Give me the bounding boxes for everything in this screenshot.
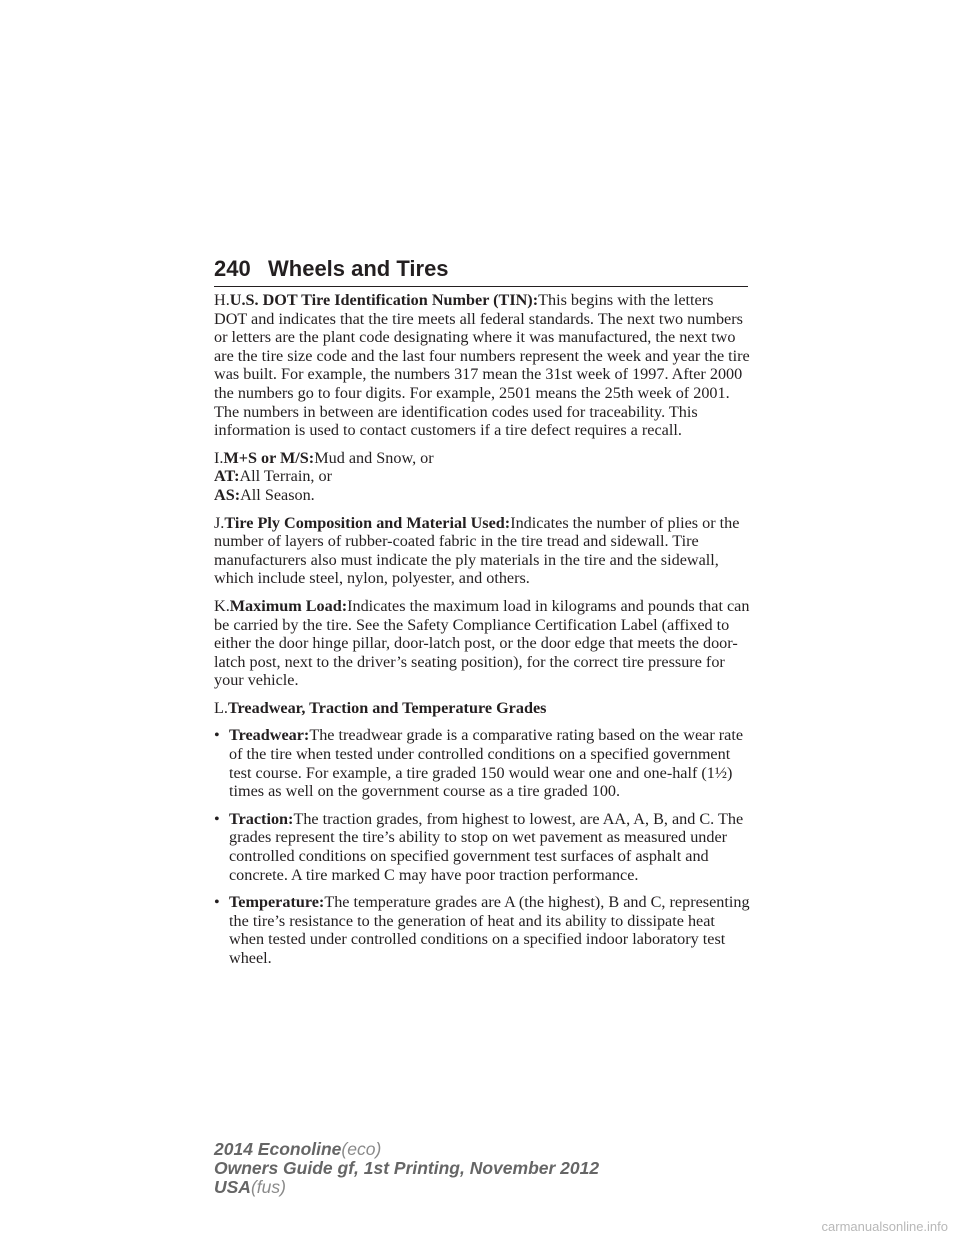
page-footer [214, 1140, 599, 1197]
bullet-text: The treadwear grade is a comparative rating based on the wear rate of the tire when tested under controlled conditions on a specified government test course. For example, a tire graded 150 would wear one and one-half (1½) times as well on the government course as a tire graded 100. [229, 726, 744, 801]
footer-model: 2014 Econoline [214, 1139, 342, 1159]
bullet-text: The temperature grades are A (the highest), B and C, representing the tire’s resistance to the generation of heat and its ability to dissipate heat when tested under controlled conditions on a specified indoor laboratory test wheel. [229, 893, 750, 967]
footer-line-3 [214, 1178, 599, 1197]
bullet-traction [214, 810, 750, 884]
item-letter: K. [214, 596, 230, 615]
item-text: All Season. [240, 485, 315, 504]
item-text: All Terrain, or [239, 467, 333, 486]
item-letter: H. [214, 291, 230, 309]
item-text: Indicates the maximum load in kilograms and pounds that can be carried by the tire. See the Safety Compliance Certification Label (affixed to either the door hinge pillar, door-latch post, or the door edge that meets the door-latch post, next to the driver’s seating position), for the correct tire pressure for your vehicle. [214, 596, 750, 690]
bullet-dot: • [214, 809, 220, 828]
bullet-treadwear [214, 726, 750, 800]
section-title: Wheels and Tires [268, 256, 449, 281]
item-text: Indicates the number of plies or the number of layers of rubber-coated fabric in the tire tread and sidewall. Tire manufacturers also must indicate the ply materials in the tire and the sidewall, which include steel, nylon, polyester, and others. [214, 513, 740, 588]
watermark: carmanualsonline.info [821, 1219, 948, 1234]
paragraph-i [214, 449, 750, 468]
item-label: Treadwear, Traction and Temperature Grades [227, 698, 547, 717]
page-number: 240 [214, 256, 251, 281]
item-label: M+S or M/S: [223, 448, 315, 467]
footer-line-1 [214, 1140, 599, 1159]
header-rule [214, 286, 748, 287]
footer-market-code: (fus) [250, 1177, 286, 1197]
paragraph-as [214, 486, 750, 505]
bullet-temperature [214, 893, 750, 967]
item-text: Mud and Snow, or [314, 448, 434, 467]
paragraph-h [214, 291, 750, 440]
item-letter: J. [214, 513, 225, 532]
item-label: AS: [214, 485, 241, 504]
paragraph-j [214, 514, 750, 588]
page-content [214, 291, 750, 977]
bullet-text: The traction grades, from highest to lowest, are AA, A, B, and C. The grades represent the tire’s ability to stop on wet pavement as measured under controlled conditions on specified government test surfaces of asphalt and concrete. A tire marked C may have poor traction performance. [229, 809, 744, 884]
item-letter: L. [214, 698, 228, 717]
item-text: This begins with the letters DOT and indicates that the tire meets all federal standards. The next two numbers or letters are the plant code designating where it was manufactured, the next two are the tire size code and the last four numbers represent the week and year the tire was built. For example, the numbers 317 mean the 31st week of 1997. After 2000 the numbers go to four digits. For example, 2501 means the 25th week of 2001. The numbers in between are identification codes used for traceability. This information is used to contact customers if a tire defect requires a recall. [214, 291, 750, 440]
footer-market: USA [214, 1177, 251, 1197]
footer-model-code: (eco) [341, 1139, 382, 1159]
bullet-label: Treadwear: [229, 726, 310, 745]
item-label: Tire Ply Composition and Material Used: [224, 513, 511, 532]
bullet-dot: • [214, 893, 220, 912]
paragraph-k [214, 597, 750, 690]
paragraph-l [214, 699, 750, 718]
page-header [214, 255, 748, 285]
bullet-label: Traction: [229, 809, 294, 828]
paragraph-at [214, 467, 750, 486]
item-label: AT: [214, 467, 240, 486]
item-label: Maximum Load: [229, 596, 348, 615]
item-label: U.S. DOT Tire Identification Number (TIN): [229, 291, 539, 309]
bullet-label: Temperature: [229, 893, 325, 912]
item-letter: I. [214, 448, 224, 467]
footer-line-2: Owners Guide gf, 1st Printing, November 2012 [214, 1158, 600, 1178]
bullet-dot: • [214, 726, 220, 745]
